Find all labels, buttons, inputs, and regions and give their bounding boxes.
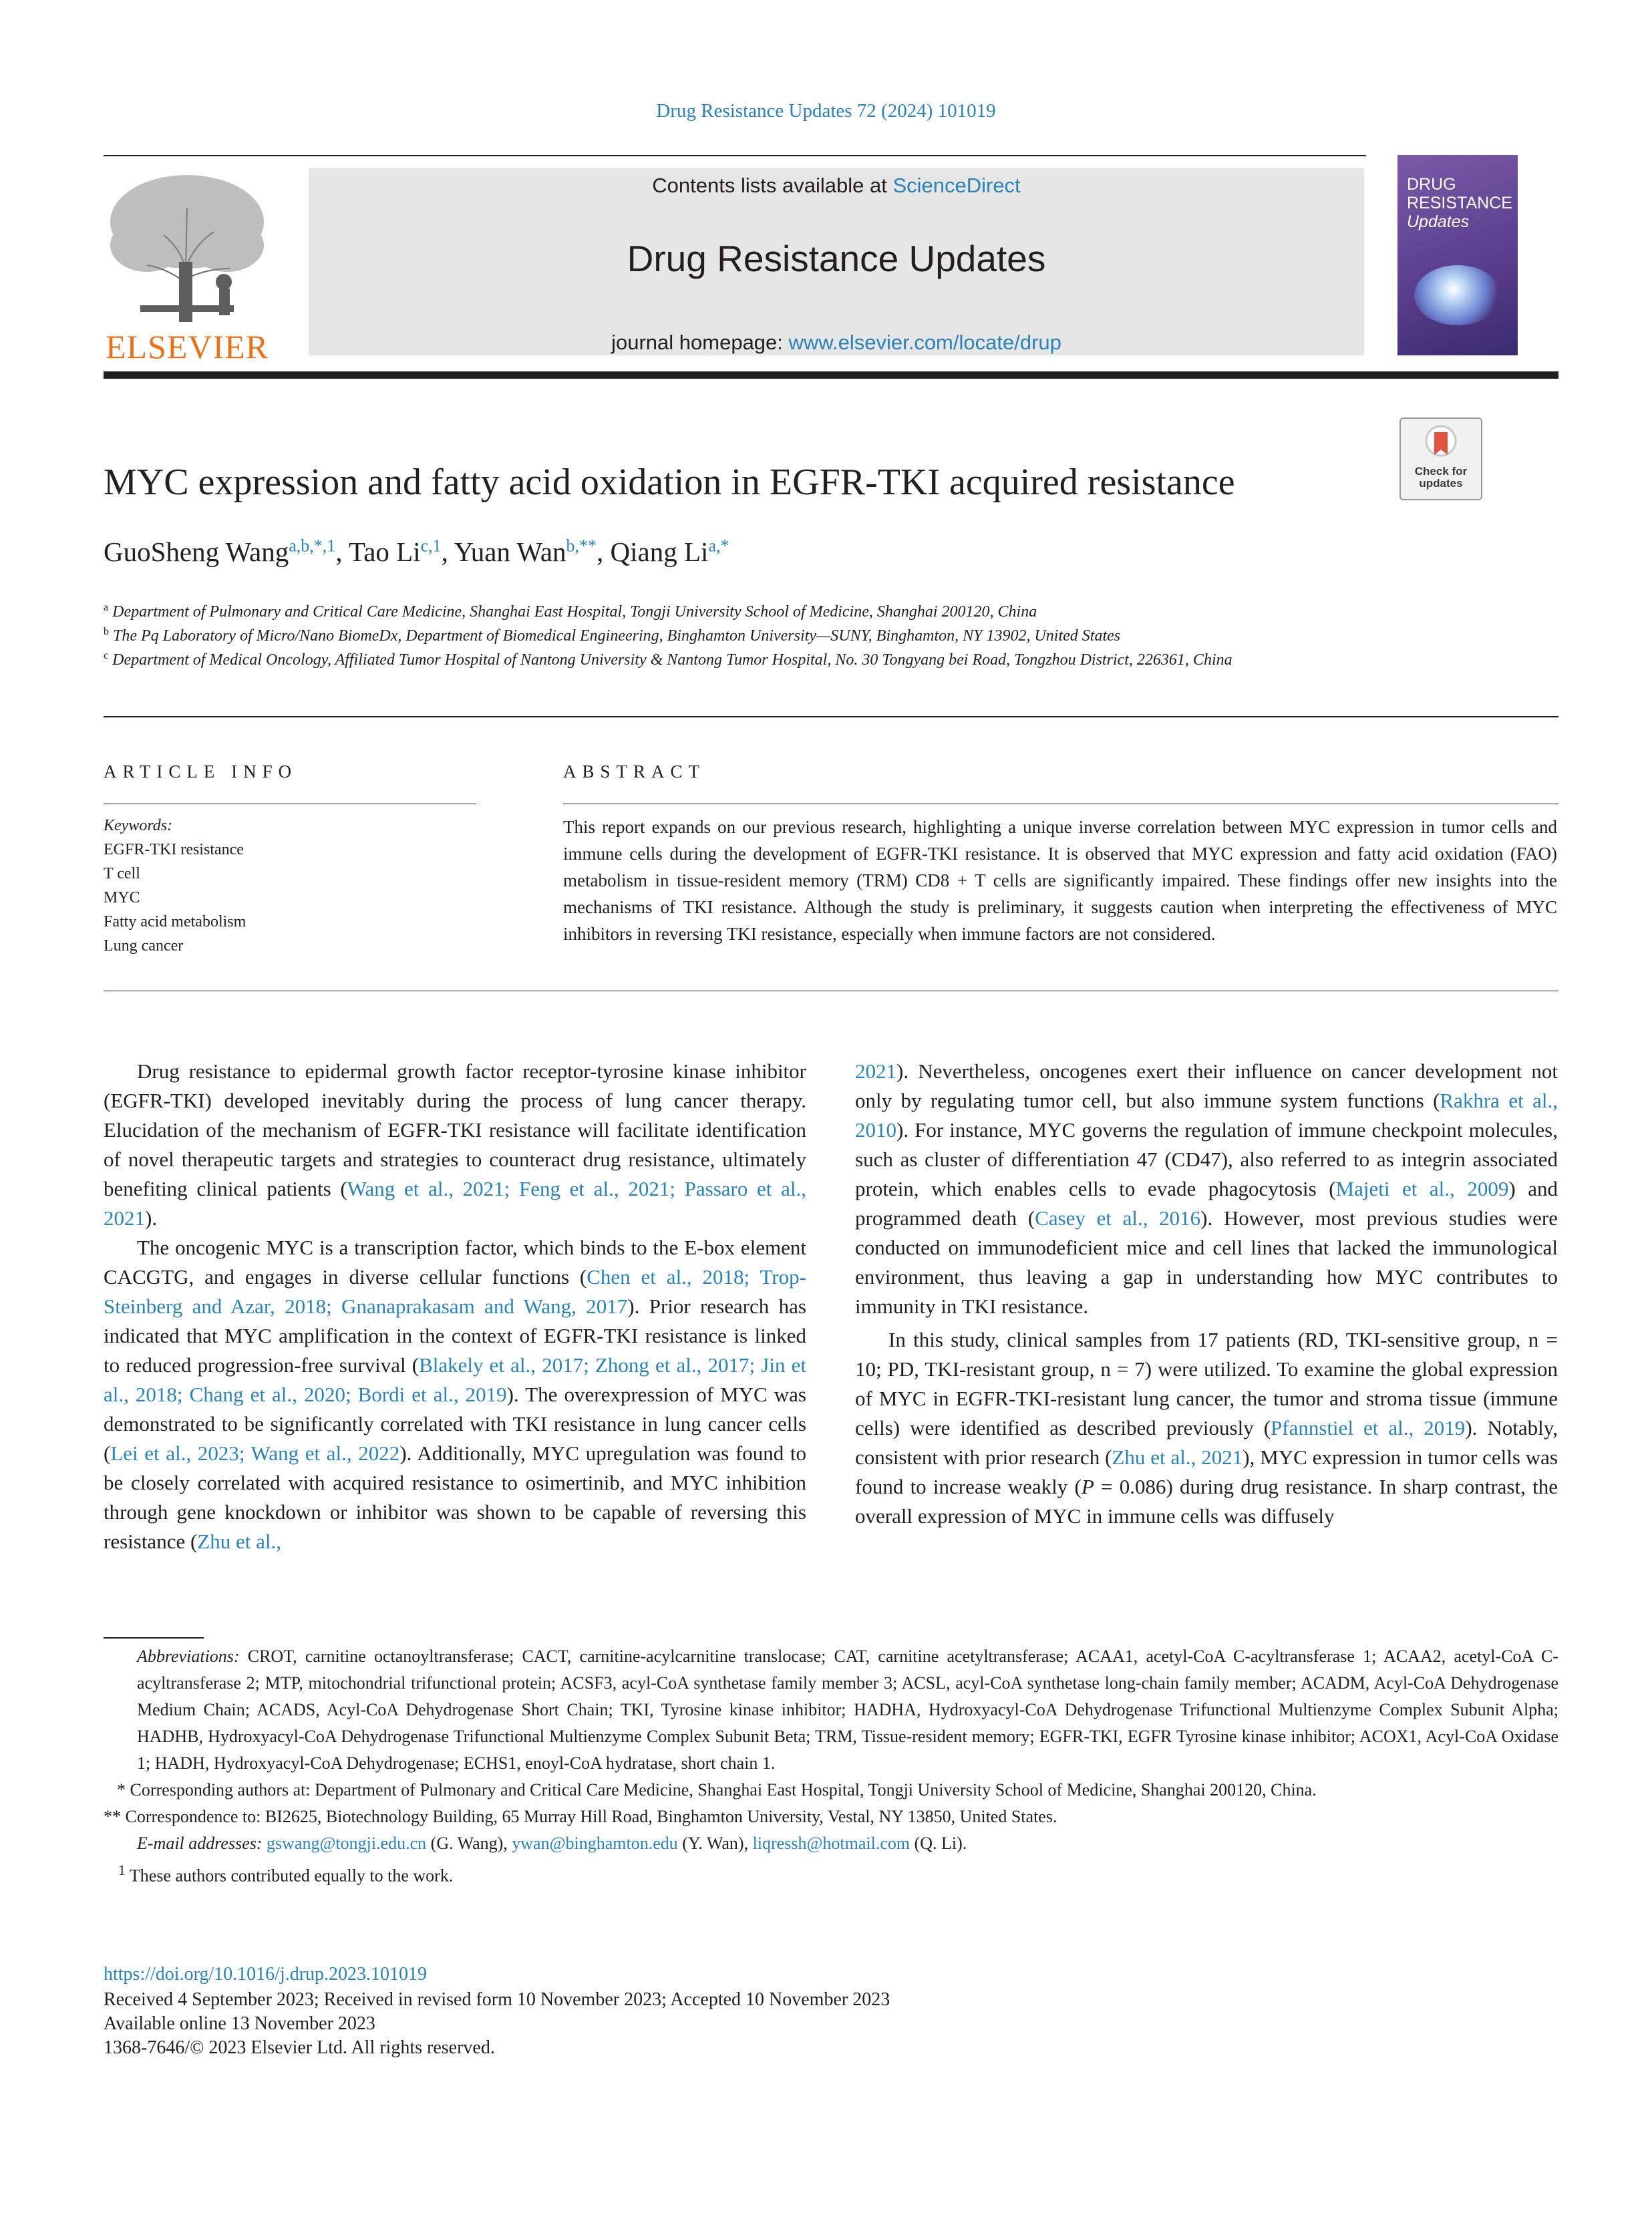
body-paragraph: The oncogenic MYC is a transcription factor, which binds to the E-box element CACGTG, and engages in diverse cellular functions (Chen et al., 2018; Trop-Steinberg and Azar, 2018; Gnanaprakasam and Wang, 2017). Prior research has indicated that MYC amplification in the context of EGFR-TKI resistance is linked to reduced progression-free survival (Blakely et al., 2017; Zhong et al., 2017; Jin et al., 2018; Chang et al., 2020; Bordi et al., 2019). The overexpression of MYC was demonstrated to be significantly correlated with TKI resistance in lung cancer cells (Lei et al., 2023; Wang et al., 2022). Additionally, MYC upregulation was found to be closely correlated with acquired resistance to osimertinib, and MYC inhibition through gene knockdown or inhibitor was shown to be capable of reversing this resistance (Zhu et al., [104,1236,807,1553]
header-thick-rule [104,371,1558,379]
keyword: MYC [104,889,140,906]
cover-image [1414,265,1501,325]
email-link[interactable]: liqressh@hotmail.com [752,1834,911,1853]
journal-reference[interactable]: Drug Resistance Updates 72 (2024) 101019 [656,100,996,122]
author-marks[interactable]: b,** [566,536,597,556]
citation-link[interactable]: 2021 [855,1059,896,1083]
sciencedirect-link[interactable]: ScienceDirect [892,174,1021,197]
online-date: Available online 13 November 2023 [104,2013,375,2034]
equal-contribution-footnote: $^1$ These authors contributed equally to the work. [118,1862,454,1886]
affiliation: $^c$ Department of Medical Oncology, Affiliated Tumor Hospital of Nantong University & Nantong Tumor Hospital, No. 30 Tongyang bei Road, Tongzhou District, 226361, China [104,650,1232,669]
author-name[interactable]: Qiang Li [610,536,709,567]
journal-cover[interactable] [1397,155,1518,355]
contents-line: Contents lists available at ScienceDirect [652,174,1021,197]
author-name[interactable]: Yuan Wan [454,536,566,567]
section-rule [104,716,1558,717]
corresponding-footnote: * Corresponding authors at: Department of Pulmonary and Critical Care Medicine, Shanghai East Hospital, Tongji University School of Medicine, Shanghai 200120, China. [117,1780,1317,1800]
keywords-block [104,814,246,958]
header-rule [104,155,1366,156]
keyword: T cell [104,865,140,882]
bookmark-icon [1424,424,1458,463]
citation-link[interactable]: Zhu et al., [197,1530,281,1553]
check-for-updates-button[interactable] [1399,417,1482,500]
citation-link[interactable]: Chen et al., 2018; Trop-Steinberg and Azar, 2018; Gnanaprakasam and Wang, 2017 [104,1265,806,1318]
abstract-heading: ABSTRACT [563,761,706,782]
email-link[interactable]: ywan@binghamton.edu [512,1834,678,1853]
keyword: Fatty acid metabolism [104,913,246,930]
keyword: EGFR-TKI resistance [104,841,244,858]
citation-link[interactable]: Casey et al., 2016 [1035,1206,1201,1230]
received-dates: Received 4 September 2023; Received in revised form 10 November 2023; Accepted 10 November 2023 [104,1989,890,2010]
citation-link[interactable]: Wang et al., 2021; Feng et al., 2021; Passaro et al., 2021 [104,1177,806,1230]
article-title: MYC expression and fatty acid oxidation in EGFR-TKI acquired resistance [104,462,1235,503]
affiliation: $^b$ The Pq Laboratory of Micro/Nano BiomeDx, Department of Biomedical Engineering, Binghamton University—SUNY, Binghamton, NY 13902, United States [104,626,1121,645]
citation-link[interactable]: Blakely et al., 2017; Zhong et al., 2017; Jin et al., 2018; Chang et al., 2020; Bordi et al., 2019 [104,1353,806,1406]
body-paragraph: Drug resistance to epidermal growth factor receptor-tyrosine kinase inhibitor (EGFR-TKI) developed inevitably during the process of lung cancer therapy. Elucidation of the mechanism of EGFR-TKI resistance will facilitate identification of novel therapeutic targets and strategies to counteract drug resistance, ultimately benefiting clinical patients (Wang et al., 2021; Feng et al., 2021; Passaro et al., 2021). [104,1059,806,1230]
citation-link[interactable]: Lei et al., 2023; Wang et al., 2022 [110,1441,400,1465]
journal-name: Drug Resistance Updates [627,238,1046,279]
body-paragraph: 2021). Nevertheless, oncogenes exert their influence on cancer development not only by regulating tumor cell, but also immune system functions (Rakhra et al., 2010). For instance, MYC governs the regulation of immune checkpoint molecules, such as cluster of differentiation 47 (CD47), also referred to as integrin associated protein, which enables cells to evade phagocytosis (Majeti et al., 2009) and programmed death (Casey et al., 2016). However, most previous studies were conducted on immunodeficient mice and cell lines that lacked the immunological environment, thus leaving a gap in understanding how MYC contributes to immunity in TKI resistance. [855,1059,1558,1318]
footnotes [104,1643,1558,1890]
elsevier-wordmark: ELSEVIER [105,328,269,365]
email-link[interactable]: gswang@tongji.edu.cn [267,1834,427,1853]
keywords-label: Keywords: [104,817,173,834]
abbreviations-footnote: Abbreviations: CROT, carnitine octanoyltransferase; CACT, carnitine-acylcarnitine translocase; CAT, carnitine acetyltransferase; ACAA1, acetyl-CoA C-acyltransferase 1; ACAA2, acetyl-CoA C-acyltransferase 2; MTP, mitochondrial trifunctional protein; ACSF3, acyl-CoA synthetase family member 3; ACSL, acyl-CoA synthetase long-chain family member; ACADM, Acyl-CoA Dehydrogenase Medium Chain; ACADS, Acyl-CoA Dehydrogenase Short Chain; TKI, Tyrosine kinase inhibitor; HADHA, Hydroxyacyl-CoA Dehydrogenase Trifunctional Multienzyme Complex Subunit Alpha; HADHB, Hydroxyacyl-CoA Dehydrogenase Trifunctional Multienzyme Complex Subunit Beta; TRM, Tissue-resident memory; EGFR-TKI, EGFR Tyrosine kinase inhibitor; ACOX1, Acyl-CoA Oxidase 1; HADH, Hydroxyacyl-CoA Dehydrogenase; ECHS1, enoyl-CoA hydratase, short chain 1. [137,1647,1558,1773]
keyword: Lung cancer [104,937,184,955]
homepage-link[interactable]: www.elsevier.com/locate/drup [788,331,1061,354]
publication-dates [104,1988,890,2060]
author-name[interactable]: Tao Li [349,536,421,567]
author-marks[interactable]: a,* [708,536,729,556]
article-info-heading: ARTICLE INFO [104,761,298,782]
check-for-updates-label: Check for updates [1414,465,1468,490]
correspondence-footnote: ** Correspondence to: BI2625, Biotechnology Building, 65 Murray Hill Road, Binghamton University, Vestal, NY 13850, United States. [104,1807,1057,1826]
author-marks[interactable]: c,1 [420,536,442,556]
author-list: GuoSheng Wang$^{a,b,*,1}$, Tao Li$^{c,1}$, Yuan Wan$^{b,**}$, Qiang $Li^{a,*}$ [104,536,729,567]
citation-link[interactable]: Zhu et al., 2021 [1112,1445,1243,1469]
author-marks[interactable]: a,b,*,1 [289,536,336,556]
body-column-right [855,1057,1558,1531]
abstract-text: This report expands on our previous research, highlighting a unique inverse correlation between MYC expression in tumor cells and immune cells during the development of EGFR-TKI resistance. It is observed that MYC expression and fatty acid oxidation (FAO) metabolism in tissue-resident memory (TRM) CD8 + T cells are significantly impaired. These findings offer new insights into the mechanisms of TKI resistance. Although the study is preliminary, it suggests caution when interpreting the effectiveness of MYC inhibitors in reversing TKI resistance, especially when immune factors are not considered. [563,817,1557,944]
affiliation: $^a$ Department of Pulmonary and Critical Care Medicine, Shanghai East Hospital, Tongji University School of Medicine, Shanghai 200120, China [104,602,1037,621]
cover-title: DRUG RESISTANCE Updates [1407,175,1512,231]
doi-link[interactable]: https://doi.org/10.1016/j.drup.2023.101019 [104,1964,428,1985]
citation-link[interactable]: Majeti et al., 2009 [1335,1177,1509,1200]
citation-link[interactable]: Rakhra et al., 2010 [855,1089,1558,1142]
homepage-line: journal homepage: www.elsevier.com/locate/drup [611,331,1061,354]
author-name[interactable]: GuoSheng Wang [104,536,289,567]
email-footnote: E-mail addresses: gswang@tongji.edu.cn (G. Wang), ywan@binghamton.edu (Y. Wan), liqressh@hotmail.com (Q. Li). [137,1834,967,1853]
body-paragraph: In this study, clinical samples from 17 patients (RD, TKI-sensitive group, n = 10; PD, TKI-resistant group, n = 7) were utilized. To examine the global expression of MYC in EGFR-TKI-resistant lung cancer, the tumor and stroma tissue (immune cells) were identified as described previously (Pfannstiel et al., 2019). Notably, consistent with prior research (Zhu et al., 2021), MYC expression in tumor cells was found to increase weakly (P = 0.086) during drug resistance. In sharp contrast, the overall expression of MYC in immune cells was diffusely [855,1328,1558,1528]
body-column-left [104,1057,806,1556]
citation-link[interactable]: Pfannstiel et al., 2019 [1271,1416,1466,1439]
footnote-rule [104,1637,204,1639]
copyright: 1368-7646/© 2023 Elsevier Ltd. All rights reserved. [104,2037,495,2058]
